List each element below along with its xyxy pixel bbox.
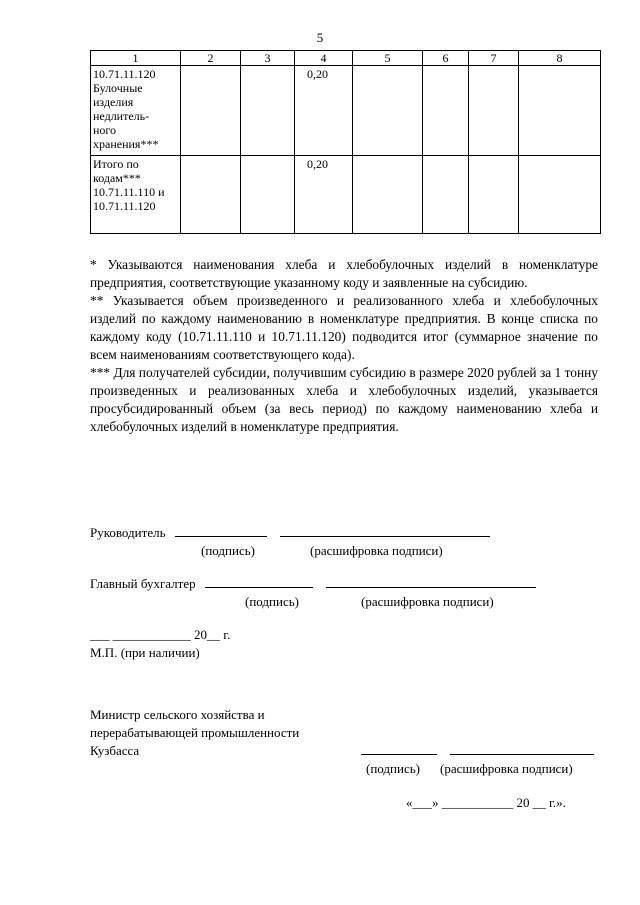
data-table <box>90 50 601 234</box>
table-cell-value: 0,20 <box>295 156 353 234</box>
header-cell: 3 <box>241 51 295 66</box>
header-cell: 7 <box>469 51 519 66</box>
header-cell: 5 <box>353 51 423 66</box>
table-cell <box>241 156 295 234</box>
table-cell <box>181 156 241 234</box>
signature-caption: (подпись) <box>201 543 255 558</box>
page-number: 5 <box>316 30 324 45</box>
seal-note: М.П. (при наличии) <box>90 645 200 660</box>
table-cell-code: 10.71.11.120 Булочные изделия недлитель- ного хранения*** <box>91 66 181 156</box>
signature-blank <box>361 742 437 755</box>
minister-title-line: перерабатывающей промышленности <box>90 725 300 740</box>
table-cell <box>423 66 469 156</box>
header-cell: 6 <box>423 51 469 66</box>
decoding-caption: (расшифровка подписи) <box>361 594 494 609</box>
minister-title-line: Кузбасса <box>90 743 140 758</box>
accountant-signature-line <box>90 575 536 592</box>
footnote: ** Указывается объем произведенного и реализованного хлеба и хлебобулочных изделий по каждому наименованию в номенклатуре предприятия. В конце списка по каждому коду (10.71.11.110 и 10.71.11.120) подводится итог (суммарное значение по всем наименованиям соответствующего кода). <box>90 293 598 362</box>
table-cell <box>353 66 423 156</box>
table-cell <box>241 66 295 156</box>
footnote: *** Для получателей субсидии, получившим субсидию в размере 2020 рублей за 1 тонну произведенных и реализованных хлеба и хлебобулочных изделий, указывается просубсидированный объем (за весь период) по каждому наименованию хлеба и хлебобулочных изделий в номенклатуре предприятия. <box>90 365 598 434</box>
table-cell <box>469 156 519 234</box>
final-date: «___» ___________ 20 __ г.». <box>406 795 566 810</box>
signature-blank <box>205 575 313 588</box>
decoding-caption: (расшифровка подписи) <box>440 761 573 776</box>
header-cell: 4 <box>295 51 353 66</box>
table-row <box>91 66 601 156</box>
header-cell: 8 <box>519 51 601 66</box>
decoding-blank <box>280 524 490 537</box>
table-cell <box>353 156 423 234</box>
decoding-blank <box>450 742 594 755</box>
header-cell: 1 <box>91 51 181 66</box>
signature-blank <box>175 524 267 537</box>
director-label: Руководитель <box>90 525 166 540</box>
signature-caption: (подпись) <box>245 594 299 609</box>
table-cell <box>519 66 601 156</box>
footnote: * Указываются наименования хлеба и хлебобулочных изделий в номенклатуре предприятия, соответствующие указанному коду и заявленные на субсидию. <box>90 257 598 290</box>
signature-caption: (подпись) <box>366 761 420 776</box>
decoding-caption: (расшифровка подписи) <box>310 543 443 558</box>
accountant-label: Главный бухгалтер <box>90 576 196 591</box>
minister-signature-blanks <box>361 742 594 759</box>
footnotes <box>90 256 598 436</box>
table-cell <box>469 66 519 156</box>
date-line: ___ ____________ 20__ г. <box>90 627 231 642</box>
table-cell <box>423 156 469 234</box>
decoding-blank <box>326 575 536 588</box>
director-signature-line <box>90 524 490 541</box>
table-row <box>91 156 601 234</box>
table-cell-code: Итого по кодам*** 10.71.11.110 и 10.71.11.120 <box>91 156 181 234</box>
table-cell <box>181 66 241 156</box>
header-cell: 2 <box>181 51 241 66</box>
table-cell-value: 0,20 <box>295 66 353 156</box>
table-cell <box>519 156 601 234</box>
minister-title-line: Министр сельского хозяйства и <box>90 707 265 722</box>
table-header-row <box>91 51 601 66</box>
